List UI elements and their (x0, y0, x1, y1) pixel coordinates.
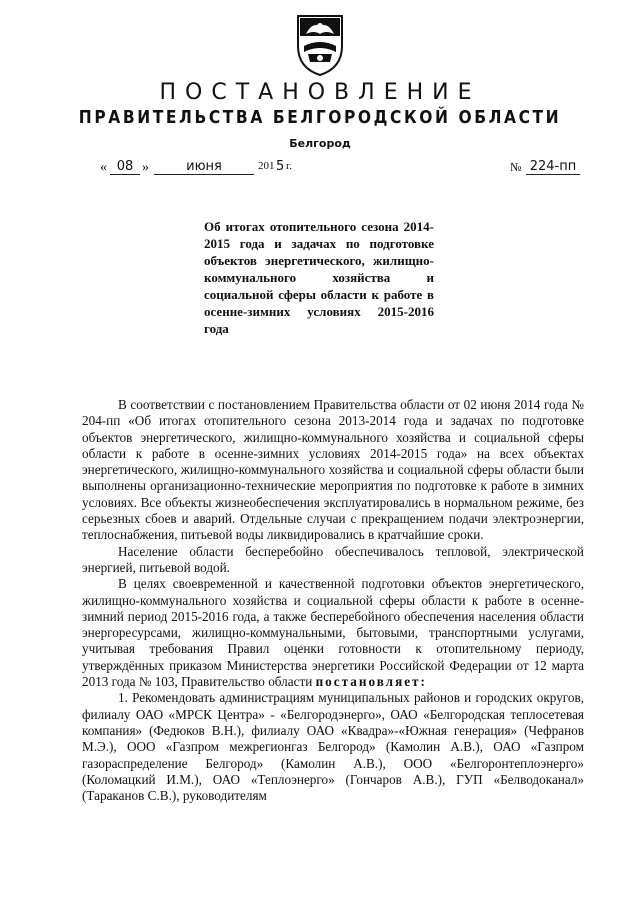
decree-number-label: № (510, 160, 522, 174)
paragraph-2: Население области бесперебойно обеспечивалось тепловой, электрической энергией, питьевой водой. (82, 543, 584, 575)
decree-subject: Об итогах отопительного сезона 2014-2015 года и задачах по подготовке объектов энергетического, жилищно-коммунального хозяйства и социальной сферы области к работе в осенне-зимних условиях 2015-2016 года (204, 219, 434, 336)
decree-body (82, 397, 584, 804)
document-type-title: ПОСТАНОВЛЕНИЕ (159, 80, 481, 105)
decree-number: 224-пп (526, 160, 580, 175)
date-quote-close: » (142, 160, 149, 175)
item-1: 1. Рекомендовать администрациям муниципальных районов и городских округов, филиалу ОАО «МРСК Центра» - «Белгородэнерго», ОАО «Белгородская теплосетевая компания» (Федюков В.Н.), филиалу ОАО «Квадра»-«Южная генерация» (Чефранов М.Э.), ООО «Газпром межрегионгаз Белгород» (Камолин А.В.), ОАО «Газпром газораспределение Белгород» (Камолин А.В.), ООО «Белгоронтеплоэнерго» (Коломацкий И.М.), ОАО «Теплоэнерго» (Гончаров А.В.), ГУП «Белводоканал» (Тараканов С.В.), руководителям (82, 690, 584, 804)
paragraph-1: В соответствии с постановлением Правительства области от 02 июня 2014 года № 204-пп «Об итогах отопительного сезона 2013-2014 года и задачах по подготовке объектов энергетического, жилищно-коммунального хозяйства и социальной сферы области к работе в осенне-зимних условиях 2014-2015 года» на всех объектах энергетического, жилищно-коммунального хозяйства и социальной сферы области были выполнены организационно-технические мероприятия по подготовке к работе в зимних условиях. Все объекты жизнеобеспечения эксплуатировались в нормальном режиме, без серьезных сбоев и аварий. Отдельные случаи с прекращением подачи электроэнергии, теплоснабжения, питьевой воды ликвидировались в кратчайшие сроки. (82, 397, 584, 543)
date-year-digit: 5 (276, 159, 285, 174)
paragraph-3-text: В целях своевременной и качественной подготовки объектов энергетического, жилищно-коммунального хозяйства и социальной сферы области к работе в осенне-зимний период 2015-2016 года, а также бесперебойного обеспечения населения области энергоресурсами, жилищно-коммунальными, бытовыми, транспортными услугами, учитывая требования Правил оценки готовности к отопительному периоду, утверждённых приказом Министерства энергетики Российской Федерации от 12 марта 2013 года № 103, Правительство области (82, 576, 584, 690)
date-year-prefix: 201 (258, 160, 275, 172)
city-name: Белгород (289, 137, 351, 150)
date-quote-open: « (100, 160, 107, 175)
date-day: 08 (110, 160, 140, 175)
date-month: июня (154, 160, 254, 175)
date-year-suffix: г. (286, 160, 293, 172)
paragraph-3 (82, 576, 584, 690)
coat-of-arms-icon (292, 12, 348, 78)
decree-word: постановляет: (315, 674, 427, 690)
issuing-authority: ПРАВИТЕЛЬСТВА БЕЛГОРОДСКОЙ ОБЛАСТИ (78, 107, 562, 128)
